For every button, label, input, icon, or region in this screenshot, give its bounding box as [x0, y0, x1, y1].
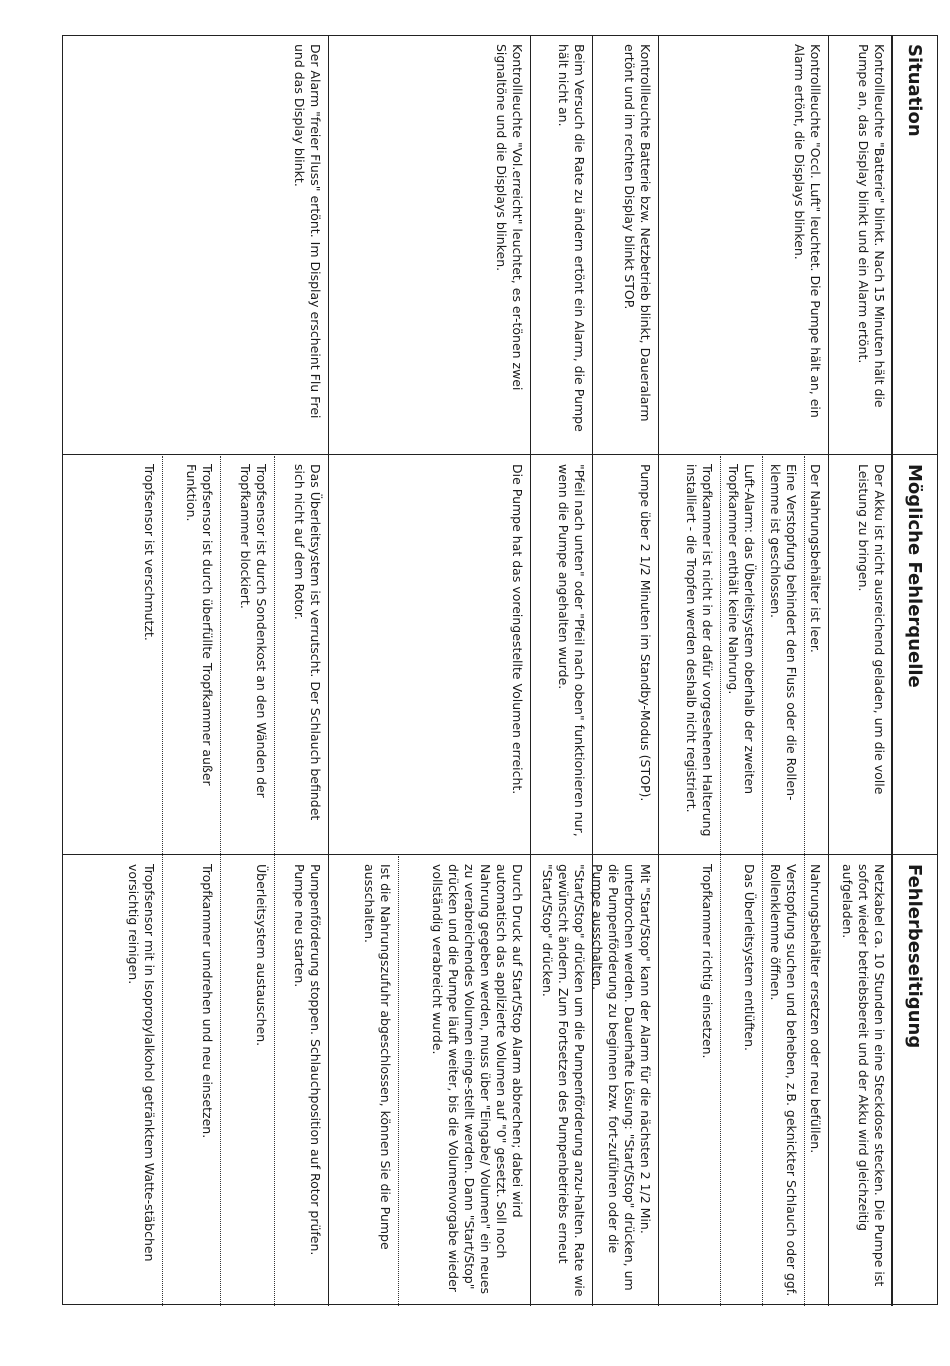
sub-rule	[720, 456, 721, 1306]
row-rule	[328, 36, 329, 1306]
row6-fix-4: Tropfsensor mit in Isopropylalkohol getränktem Watte-stäbchen vorsichtig reinigen.	[126, 864, 157, 1262]
row2-fix-1: Nahrungsbehälter ersetzen oder neu befüllen.	[808, 864, 823, 1154]
row1-source: Der Akku ist nicht ausreichend geladen, um die volle Leistung zu bringen.	[856, 464, 887, 795]
row2-source-4: Tropfkammer ist nicht in der dafür vorgesehenen Halterung installiert - die Tropfen werden deshalb nicht registriert.	[684, 464, 715, 837]
column-divider	[63, 854, 937, 855]
row3-fix: Mit "Start/Stop" kann der Alarm für die nächsten 2 1/2 Min. unterbrochen werden. Dauerhafte Lösung: "Start/Stop" drücken, um die Pumpenförderung zu beginnen bzw. fort-zuführen oder die Pumpe ausschalten.	[590, 864, 653, 1291]
row6-fix-2: Überleitsystem austauschen.	[254, 864, 269, 1047]
row6-fix-3: Tropfkammer umdrehen und neu einsetzen.	[200, 864, 215, 1139]
row1-situation: Kontrollleuchte "Batterie" blinkt. Nach 15 Minuten hält die Pumpe an, das Display blinkt und ein Alarm ertönt.	[856, 44, 887, 408]
row6-source-4: Tropfsensor ist verschmutzt.	[142, 464, 157, 641]
row3-source: Pumpe über 2 1/2 Minuten im Standby-Modus (STOP).	[638, 464, 653, 802]
sub-rule	[398, 856, 399, 1306]
row4-fix: "Start/Stop" drücken um die Pumpenförderung anzu-halten. Rate wie gewünscht ändern. Zum Fortsetzen des Pumpenbetriebs erneut "Start/Stop" drücken.	[540, 864, 587, 1297]
table-frame	[62, 35, 938, 1305]
row6-situation: Der Alarm "freier Fluss" ertönt. Im Display erscheint Flu Frei und das Display blinkt.	[292, 44, 323, 419]
sub-rule	[274, 456, 275, 1306]
row2-source-2: Eine Verstopfung behindert den Fluss oder die Rollen-klemme ist geschlossen.	[768, 464, 799, 801]
row-rule	[592, 36, 593, 1306]
row5-fix-2: Ist die Nahrungszufuhr abgeschlossen, können Sie die Pumpe ausschalten.	[362, 864, 393, 1250]
header-source: Mögliche Fehlerquelle	[904, 464, 926, 688]
row2-source-3: Luft-Alarm: das Überleitsystem oberhalb der zweiten Tropfkammer enthält keine Nahrung.	[726, 464, 757, 794]
row6-source-1: Das Überleitsystem ist verrutscht. Der Schlauch befindet sich nicht auf dem Rotor.	[292, 464, 323, 821]
row2-fix-3: Das Überleitsystem entlüften.	[742, 864, 757, 1051]
row6-source-3: Tropfsensor ist durch überfüllte Tropfkammer außer Funktion.	[184, 464, 215, 786]
row6-source-2: Tropfsensor ist durch Sondenkost an den Wänden der Tropfkammer blockiert.	[238, 464, 269, 798]
row5-fix: Durch Druck auf Start/Stop Alarm abbrechen; dabei wird automatisch das applizierte Volumen auf "0" gesetzt. Soll noch Nahrung gegeben werden, muss über "Eingabe/ Volumen" ein neues zu verabreichendes Volumen einge-stellt werden. Dann "Start/Stop" drücken und die Pumpe läuft weiter, bis die Volumenvorgabe wieder vollständig verabreicht wurde.	[430, 864, 525, 1295]
row2-fix-2: Verstopfung suchen und beheben, z.B. geknickter Schlauch oder ggf. Rollenklemme öffnen.	[768, 864, 799, 1297]
header-fix: Fehlerbeseitigung	[904, 864, 926, 1049]
header-rule	[891, 36, 893, 1306]
sub-rule	[220, 456, 221, 1306]
row-rule	[828, 36, 829, 1306]
row2-fix-4: Tropfkammer richtig einsetzen.	[700, 864, 715, 1059]
row3-situation: Kontrollleuchte Batterie bzw. Netzbetrieb blinkt, Daueralarm ertönt und im rechten Display blinkt STOP.	[622, 44, 653, 422]
row1-fix: Netzkabel ca. 10 Stunden in eine Steckdose stecken. Die Pumpe ist sofort wieder betriebsbereit und der Akku wird gleichzeitig aufgeladen.	[840, 864, 887, 1287]
row5-source: Die Pumpe hat das voreingestellte Volumen erreicht.	[510, 464, 525, 795]
sub-rule	[762, 456, 763, 1306]
row-rule	[530, 36, 531, 1306]
rotated-table	[63, 36, 937, 1306]
sub-rule	[804, 456, 805, 1306]
row4-situation: Beim Versuch die Rate zu ändern ertönt ein Alarm, die Pumpe hält nicht an.	[556, 44, 587, 432]
row2-source-1: Der Nahrungsbehälter ist leer.	[808, 464, 823, 653]
sub-rule	[162, 456, 163, 1306]
row5-situation: Kontrollleuchte "Vol.erreicht" leuchtet, es er-tönen zwei Signaltöne und die Displays blinken.	[494, 44, 525, 391]
row-rule	[658, 36, 659, 1306]
header-situation: Situation	[904, 44, 926, 137]
row4-source: "Pfeil nach unten" oder "Pfeil nach oben" funktionieren nur, wenn die Pumpe angehalten wurde.	[556, 464, 587, 837]
row2-situation: Kontrollleuchte "Occl. Luft" leuchtet. Die Pumpe hält an, ein Alarm ertönt, die Displays blinken.	[792, 44, 823, 418]
row6-fix-1: Pumpenförderung stoppen. Schlauchposition auf Rotor prüfen. Pumpe neu starten.	[292, 864, 323, 1256]
column-divider	[63, 454, 937, 455]
